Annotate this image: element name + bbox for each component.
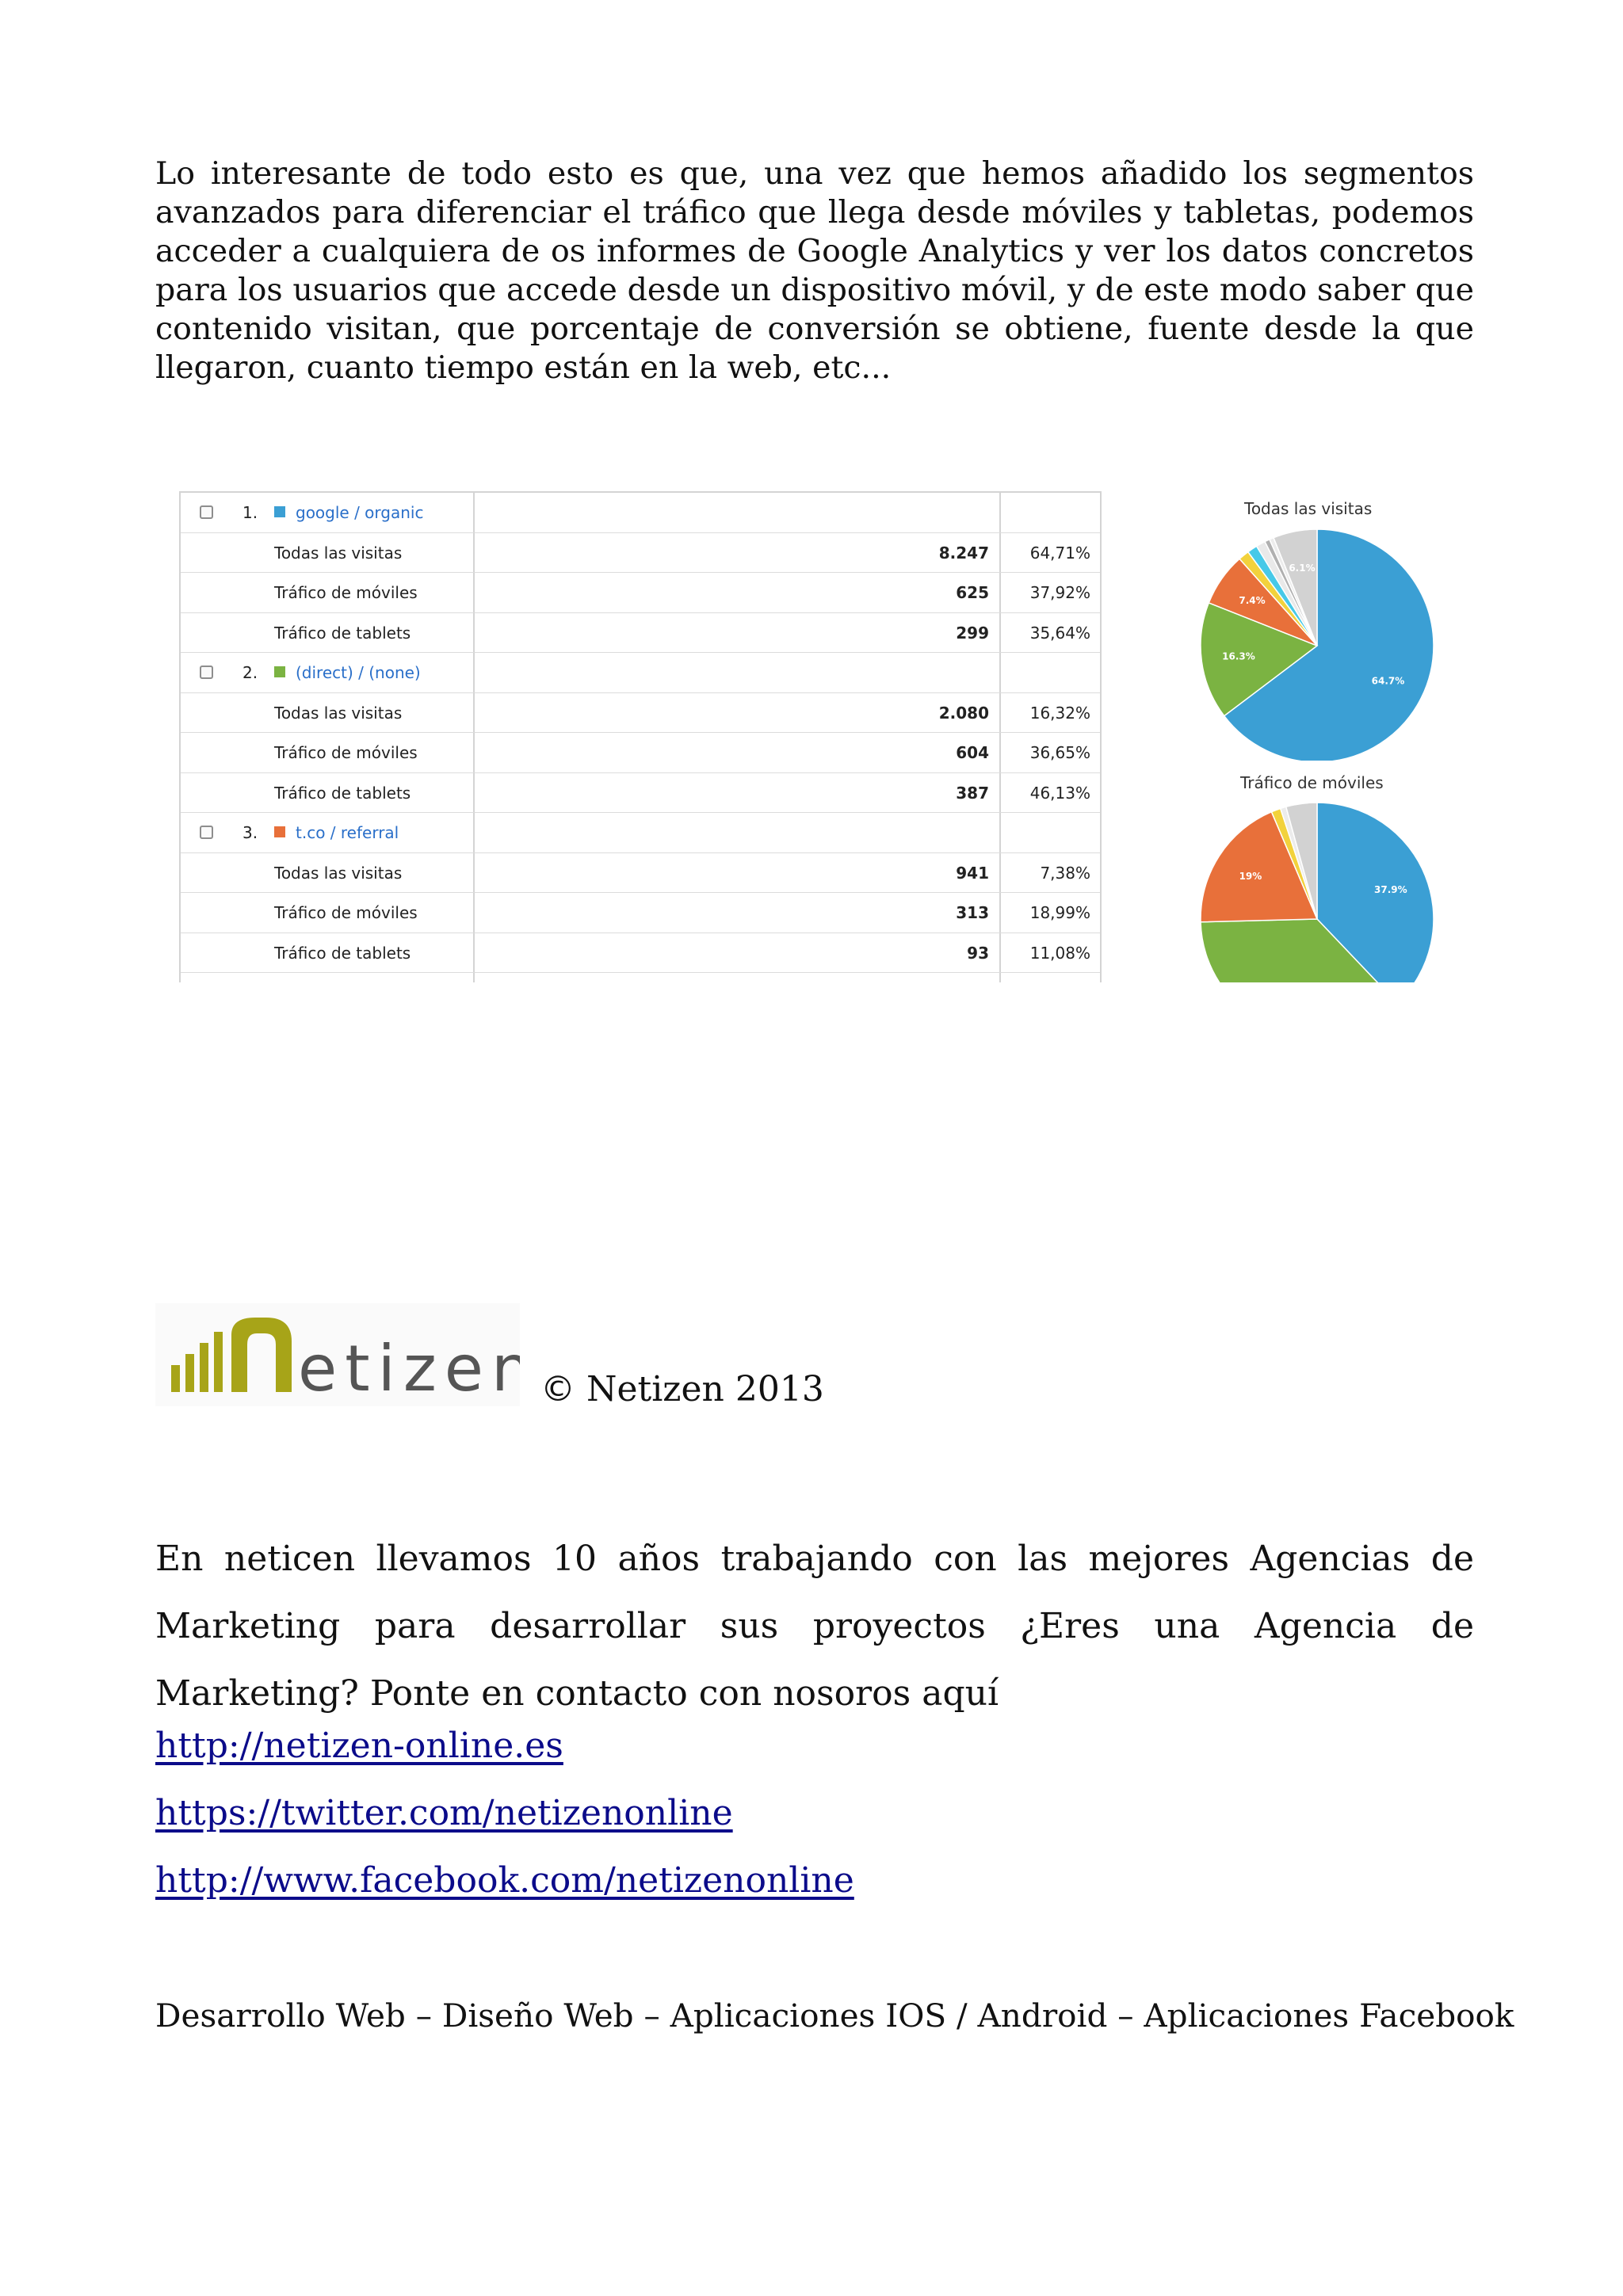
table-row: [181, 573, 1100, 613]
row-checkbox[interactable]: [200, 826, 213, 839]
metric-label: Tráfico de móviles: [274, 743, 418, 762]
metric-percent: 18,99%: [1029, 903, 1090, 922]
color-swatch: [274, 826, 285, 837]
metric-percent: 35,64%: [1029, 623, 1090, 643]
logo-bar: [171, 1365, 180, 1392]
slice-label: 64.7%: [1371, 675, 1405, 687]
logo-wordmark: etizen: [298, 1332, 520, 1405]
row-checkbox[interactable]: [200, 666, 213, 679]
pie-title: Todas las visitas: [1244, 499, 1373, 518]
metric-value: 93: [967, 943, 989, 963]
row-number: 1.: [242, 503, 258, 522]
metric-percent: 64,71%: [1029, 543, 1090, 563]
metric-percent: 7,38%: [1040, 863, 1090, 883]
table-row: [181, 933, 1100, 974]
metric-percent: 16,32%: [1029, 703, 1090, 723]
source-link[interactable]: (direct) / (none): [296, 663, 421, 682]
pie-chart-all-visits: [1125, 491, 1482, 761]
metric-value: 313: [956, 903, 989, 922]
copyright-symbol: ©: [540, 1369, 575, 1409]
table-row: [181, 733, 1100, 773]
color-swatch: [274, 506, 285, 517]
metric-value: 2.080: [938, 703, 989, 723]
metric-label: Tráfico de móviles: [274, 583, 418, 602]
row-number: 2.: [242, 663, 258, 682]
slice-label: 37.9%: [1374, 883, 1407, 895]
agency-paragraph: En neticen llevamos 10 años trabajando con las mejores Agencias de Marketing para desarrollar sus proyectos ¿Eres una Agencia de Marketing? Ponte en contacto con nosoros aquí: [155, 1539, 1474, 1714]
metric-percent: 37,92%: [1029, 583, 1090, 602]
metric-value: 387: [956, 783, 989, 803]
twitter-link[interactable]: https://twitter.com/netizenonline: [155, 1793, 733, 1833]
table-row: [181, 613, 1100, 654]
metric-value: 8.247: [938, 543, 989, 563]
slice-label: 16.3%: [1222, 650, 1255, 662]
analytics-table: [179, 491, 1102, 982]
metric-percent: 11,08%: [1029, 943, 1090, 963]
copyright-text: Netizen 2013: [586, 1369, 824, 1409]
metric-percent: 46,13%: [1029, 783, 1090, 803]
logo-bar: [185, 1354, 194, 1392]
slice-label: 7.4%: [1239, 594, 1266, 606]
logo-letter-n: [231, 1318, 292, 1392]
table-row: [181, 853, 1100, 894]
metric-label: Todas las visitas: [274, 863, 403, 883]
pie-svg: [1125, 761, 1482, 982]
metric-value: 625: [956, 583, 989, 602]
pie-chart-mobile-traffic: [1125, 761, 1482, 982]
metric-value: 299: [956, 623, 989, 643]
table-row: [181, 773, 1100, 814]
logo-bar: [200, 1343, 208, 1392]
source-link[interactable]: t.co / referral: [296, 823, 399, 842]
group-row-google-organic: [181, 493, 1100, 533]
metric-label: Tráfico de tablets: [274, 623, 411, 643]
logo-bar: [214, 1332, 223, 1392]
pie-title: Tráfico de móviles: [1240, 773, 1384, 792]
netizen-logo: [155, 1303, 520, 1406]
metric-label: Tráfico de tablets: [274, 783, 411, 803]
table-row: [181, 893, 1100, 933]
website-link[interactable]: http://netizen-online.es: [155, 1726, 563, 1766]
intro-paragraph: Lo interesante de todo esto es que, una vez que hemos añadido los segmentos avanzados para diferenciar el tráfico que llega desde móviles y tabletas, podemos acceder a cualquiera de os informes de Google Analytics y ver los datos concretos para los usuarios que accede desde un dispositivo móvil, y de este modo saber que contenido visitan, que porcentaje de conversión se obtiene, fuente desde la que llegaron, cuanto tiempo están en la web, etc...: [155, 155, 1474, 386]
metric-label: Tráfico de móviles: [274, 903, 418, 922]
metric-label: Todas las visitas: [274, 703, 403, 723]
facebook-link[interactable]: http://www.facebook.com/netizenonline: [155, 1860, 854, 1901]
table-row: [181, 693, 1100, 734]
source-link[interactable]: google / organic: [296, 503, 424, 522]
copyright: [540, 1369, 824, 1409]
group-row-direct-none: [181, 653, 1100, 693]
slice-label: 6.1%: [1289, 562, 1316, 574]
table-row: [181, 533, 1100, 574]
row-number: 3.: [242, 823, 258, 842]
slice-label: 19%: [1239, 870, 1262, 882]
color-swatch: [274, 666, 285, 677]
metric-label: Tráfico de tablets: [274, 943, 411, 963]
row-checkbox[interactable]: [200, 505, 213, 519]
logo-graphic: [155, 1303, 520, 1406]
group-row-tco-referral: [181, 813, 1100, 853]
services-line: Desarrollo Web – Diseño Web – Aplicaciones IOS / Android – Aplicaciones Facebook: [155, 1997, 1514, 2035]
metric-value: 604: [956, 743, 989, 762]
metric-label: Todas las visitas: [274, 543, 403, 563]
pie-svg: [1125, 491, 1482, 761]
metric-value: 941: [956, 863, 989, 883]
metric-percent: 36,65%: [1029, 743, 1090, 762]
